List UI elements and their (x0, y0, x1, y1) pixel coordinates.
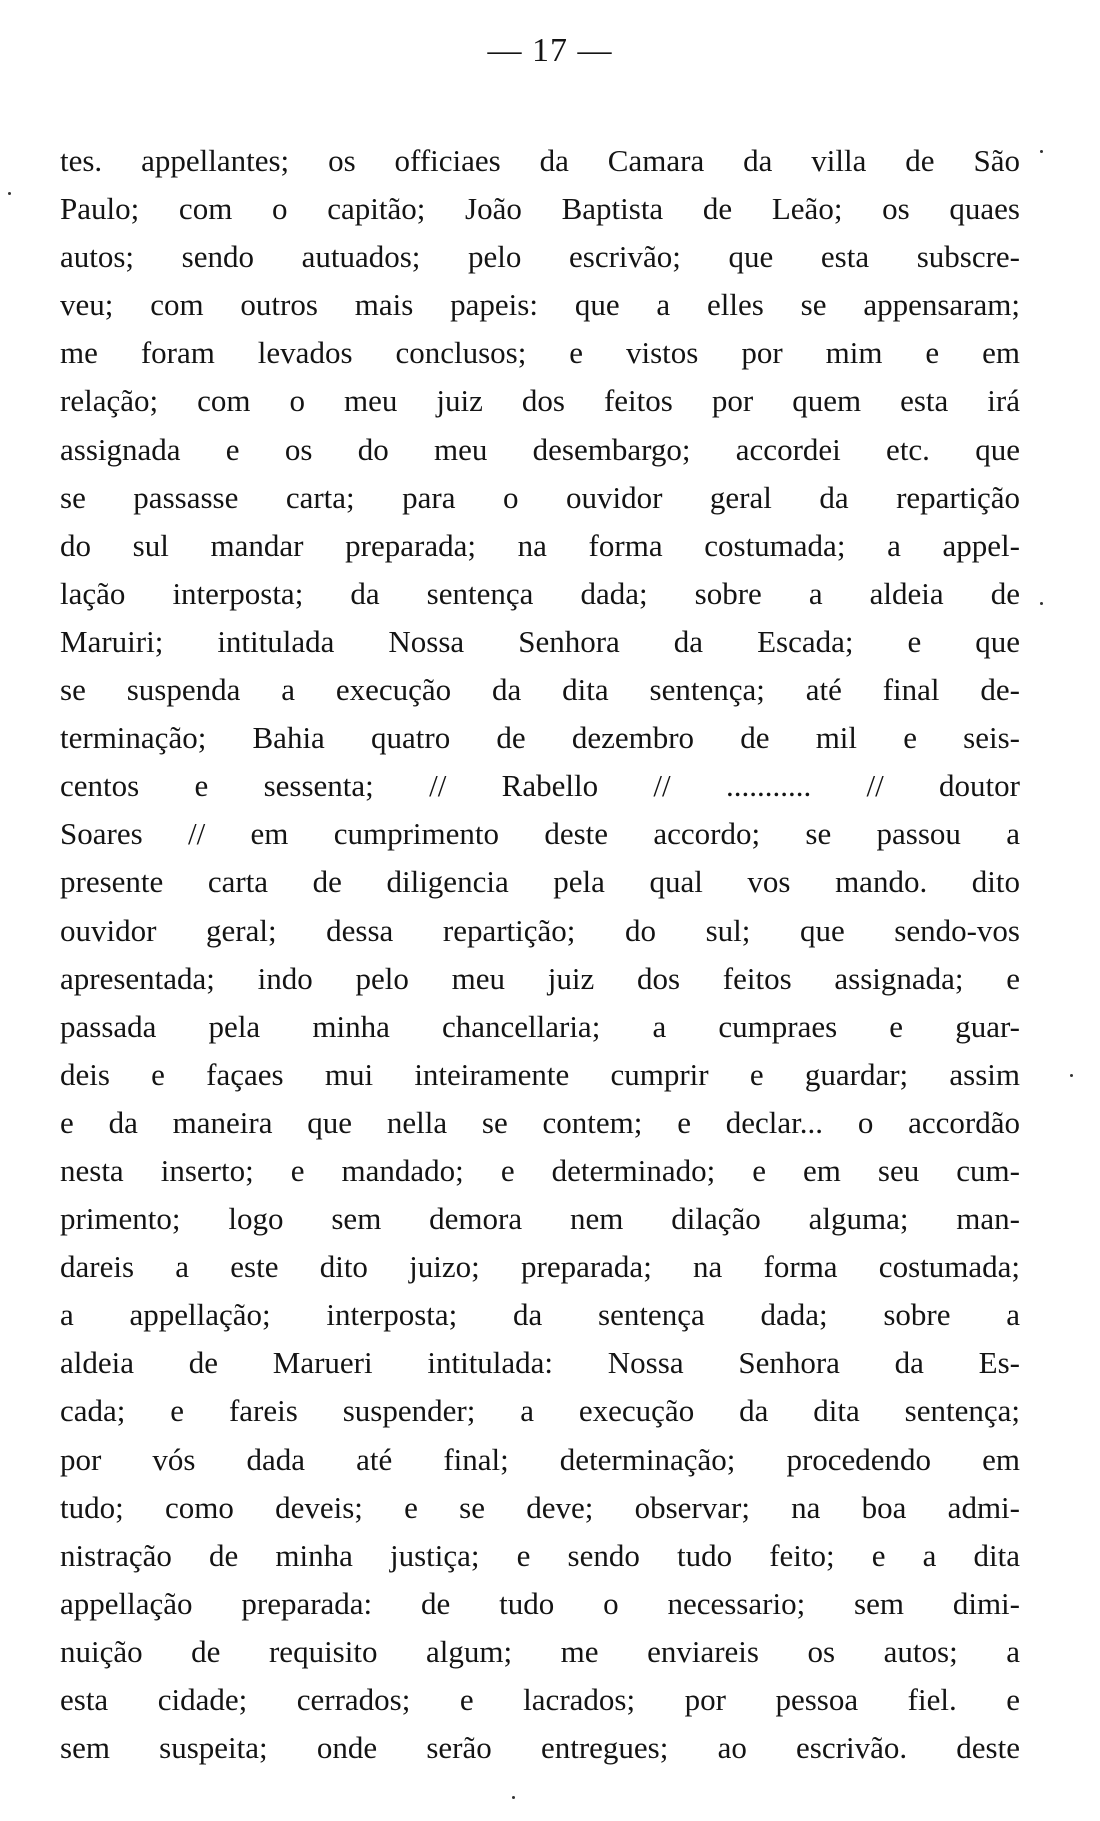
text-line: e da maneira que nella se contem; e declar... o accordão (60, 1104, 1020, 1140)
print-speck (1040, 602, 1043, 605)
text-line: primento; logo sem demora nem dilação alguma; man- (60, 1201, 1020, 1237)
text-line: appellação preparada: de tudo o necessario; sem dimi- (60, 1585, 1020, 1621)
print-speck (1070, 1074, 1073, 1077)
text-line: se suspenda a execução da dita sentença; até final de- (60, 672, 1020, 708)
text-line: veu; com outros mais papeis: que a elles se appensaram; (60, 287, 1020, 323)
text-line: tudo; como deveis; e se deve; observar; na boa admi- (60, 1489, 1020, 1525)
body-text (60, 137, 1020, 1772)
text-line: esta cidade; cerrados; e lacrados; por pessoa fiel. e (60, 1682, 1020, 1717)
text-line: aldeia de Marueri intitulada: Nossa Senhora da Es- (60, 1345, 1020, 1381)
text-line: Maruiri; intitulada Nossa Senhora da Escada; e que (60, 623, 1020, 659)
text-line: lação interposta; da sentença dada; sobre a aldeia de (60, 575, 1020, 611)
text-line: apresentada; indo pelo meu juiz dos feitos assignada; e (60, 960, 1020, 996)
text-line: assignada e os do meu desembargo; accordei etc. que (60, 431, 1020, 467)
text-line: a appellação; interposta; da sentença dada; sobre a (60, 1297, 1020, 1333)
text-line: sem suspeita; onde serão entregues; ao escrivão. deste (60, 1730, 1020, 1766)
text-line: do sul mandar preparada; na forma costumada; a appel- (60, 527, 1020, 563)
text-line: deis e façaes mui inteiramente cumprir e guardar; assim (60, 1056, 1020, 1092)
text-line: Paulo; com o capitão; João Baptista de Leão; os quaes (60, 191, 1020, 227)
text-line: Soares // em cumprimento deste accordo; se passou a (60, 816, 1020, 852)
text-line: me foram levados conclusos; e vistos por mim e em (60, 335, 1020, 371)
text-line: tes. appellantes; os officiaes da Camara da villa de São (60, 143, 1020, 178)
text-line: nuição de requisito algum; me enviareis os autos; a (60, 1633, 1020, 1669)
text-line: dareis a este dito juizo; preparada; na forma costumada; (60, 1249, 1020, 1285)
text-line: nistração de minha justiça; e sendo tudo feito; e a dita (60, 1537, 1020, 1573)
text-line: nesta inserto; e mandado; e determinado; e em seu cum- (60, 1152, 1020, 1188)
page-number: — 17 — (487, 32, 613, 69)
print-speck (512, 1796, 515, 1799)
text-line: presente carta de diligencia pela qual vos mando. dito (60, 864, 1020, 900)
text-line: ouvidor geral; dessa repartição; do sul; que sendo-vos (60, 912, 1020, 948)
text-line: relação; com o meu juiz dos feitos por quem esta irá (60, 383, 1020, 419)
print-speck (1040, 150, 1043, 153)
text-line: passada pela minha chancellaria; a cumpraes e guar- (60, 1008, 1020, 1044)
text-line: centos e sessenta; // Rabello // ........... // doutor (60, 768, 1020, 804)
text-line: terminação; Bahia quatro de dezembro de mil e seis- (60, 720, 1020, 756)
text-line: por vós dada até final; determinação; procedendo em (60, 1441, 1020, 1477)
text-line: autos; sendo autuados; pelo escrivão; que esta subscre- (60, 239, 1020, 275)
print-speck (8, 192, 11, 195)
text-line: se passasse carta; para o ouvidor geral da repartição (60, 479, 1020, 515)
text-line: cada; e fareis suspender; a execução da dita sentença; (60, 1393, 1020, 1429)
